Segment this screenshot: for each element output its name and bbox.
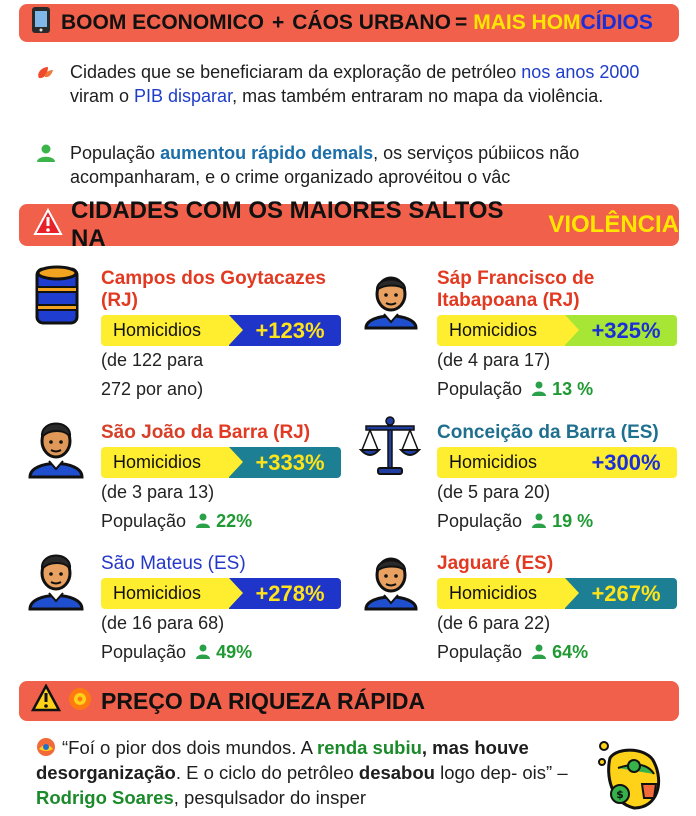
population-line: População 64% [437, 642, 589, 662]
man-avatar-icon [27, 545, 85, 616]
person-small-icon [195, 644, 211, 659]
city-card-sao-mateus: São Mateus (ES) Homicidios +278% (de 16 para 68) População 49% [101, 553, 351, 666]
city-name: São Mateus (ES) [101, 553, 246, 574]
header-part4: CÍDIOS [580, 11, 653, 34]
person-icon [36, 144, 56, 168]
city-card-conceicao: Conceição da Barra (ES) Homicidios +300% (de 5 para 20) População 19 % [437, 422, 687, 535]
population-line: População 19 % [437, 511, 594, 531]
homicide-pill: Homicidios +333% [101, 447, 341, 478]
scales-icon [358, 414, 422, 483]
fire-icon [67, 684, 93, 718]
quote-block: “Foí o pior dos dois mundos. A renda subiu, mas houve desorganização. E o ciclo do petrôleo desabou logo dep- ois” – Rodrigo Soares, pesqulsador do insper [36, 737, 568, 808]
person-small-icon [531, 513, 547, 528]
bullet-2: População aumentou rápido demals, os serviços púbiicos não acompanharam, e o crime organizado aprovéitou o vâc [36, 141, 656, 189]
droplet-icon [36, 63, 54, 87]
section-banner-cities: CIDADES COM OS MAIORES SALTOS NA VIOLÊNCIA [19, 204, 679, 246]
header-banner [19, 4, 679, 42]
city-name: Jaguaré (ES) [437, 553, 554, 574]
section-banner-price: PREÇO DA RIQUEZA RÁPIDA [19, 681, 679, 721]
homicide-pill: Homicidios +123% [101, 315, 341, 346]
phone-icon [31, 6, 51, 40]
svg-text:$: $ [616, 788, 624, 801]
city-card-jaguare: Jaguaré (ES) Homicidios +267% (de 6 para 22) População 64% [437, 553, 687, 666]
homicide-pill: Homicidios +325% [437, 315, 677, 346]
flag-icon [36, 737, 56, 757]
population-line: População 49% [101, 642, 253, 662]
header-part1: BOOM ECONOMICO [61, 11, 264, 34]
city-name: Conceição da Barra (ES) [437, 422, 659, 443]
warning-icon [31, 684, 61, 718]
city-name: São João da Barra (RJ) [101, 422, 311, 443]
person-small-icon [531, 381, 547, 396]
homicide-pill: Homicidios +278% [101, 578, 341, 609]
bullet-1: Cidades que se beneficiaram da exploração de petróleo nos anos 2000 viram o PIB disparar, mas também entraram no mapa da violência. [36, 60, 656, 108]
man-avatar-icon [362, 549, 420, 616]
oil-barrel-icon [34, 265, 80, 332]
population-line: População 22% [101, 511, 253, 531]
homicide-pill: Homicidios +267% [437, 578, 677, 609]
person-small-icon [531, 644, 547, 659]
city-card-sao-joao: São João da Barra (RJ) Homicidios +333% (de 3 para 13) População 22% [101, 422, 351, 535]
warning-icon [33, 208, 63, 243]
header-plus: + [272, 11, 285, 34]
man-avatar-icon [27, 413, 85, 484]
money-bag-icon [596, 738, 668, 816]
header-part2: CÁOS URBANO [292, 11, 451, 34]
population-line: População 13 % [437, 379, 594, 399]
man-avatar-icon [362, 268, 420, 335]
homicide-pill: Homicidios +300% [437, 447, 677, 478]
header-eq: = [454, 11, 468, 34]
city-card-campos: Campos dos Goytacazes (RJ) Homicidios +123% (de 122 para 272 por ano) [101, 268, 351, 404]
city-name: Sáp Francisco de Itabapoana (RJ) [437, 268, 595, 311]
city-name: Campos dos Goytacazes (RJ) [101, 268, 326, 311]
city-card-sao-francisco: Sáp Francisco de Itabapoana (RJ) Homicidios +325% (de 4 para 17) População 13 % [437, 268, 687, 403]
header-part3: MAIS HOM [473, 11, 581, 34]
person-small-icon [195, 513, 211, 528]
